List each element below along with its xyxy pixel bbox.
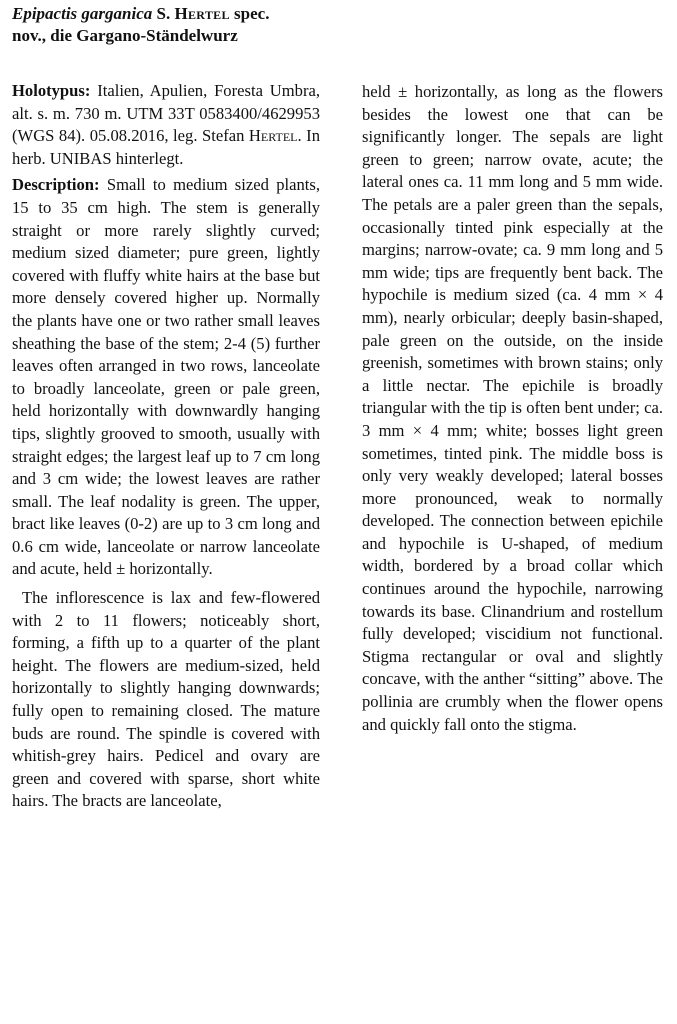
right-column bbox=[362, 81, 663, 736]
heading-line-2: nov., die Gargano-Ständelwurz bbox=[12, 26, 238, 45]
description-text: Small to medium sized plants, 15 to 35 cm high. The stem is generally straight or more rarely slightly curved; medium sized diameter; pure green, lightly covered with fluffy white hairs at the base but more densely covered higher up. Normally the plants have one or two rather small leaves sheathing the base of the stem; 2-4 (5) further leaves often arranged in two rows, lanceolate to broadly lanceolate, green or pale green, held horizontally with downwardly hanging tips, slightly grooved to smooth, usually with straight edges; the largest leaf up to 7 cm long and 3 cm wide; the lowest leaves are rather small. The leaf nodality is green. The upper, bract like leaves (0-2) are up to 3 cm long and 0.6 cm wide, lanceolate or narrow lanceolate and acute, held ± horizontally. bbox=[12, 175, 320, 579]
collector-name: Hertel bbox=[248, 126, 298, 146]
flower-description-paragraph: held ± horizontally, as long as the flowers besides the lowest one that can be significantly longer. The sepals are light green to green; narrow ovate, acute; the lateral ones ca. 11 mm long and 5 mm wide. The petals are a paler green than the sepals, occasionally tinted pink especially at the margins; narrow-ovate; ca. 9 mm long and 5 mm wide; tips are frequently bent back. The hypochile is medium sized (ca. 4 mm × 4 mm), nearly orbicular; deeply basin-shaped, pale green on the outside, on the inside greenish, sometimes with brown stains; only a little nectar. The epichile is broadly triangular with the tip is often bent under; ca. 3 mm × 4 mm; white; bosses light green sometimes, tinted pink. The middle boss is only very weakly developed; lateral bosses more pronounced, weak to normally developed. The connection between epichile and hypochile is U-shaped, of medium width, bordered by a broad collar which continues around the hypochile, narrowing towards its base. Clinandrium and rostellum fully developed; viscidium not functional. Stigma rectangular or oval and slightly concave, with the anther “sitting” above. The pollinia are crumbly when the flower opens and quickly fall onto the stigma. bbox=[362, 82, 663, 734]
inflorescence-paragraph: The inflorescence is lax and few-flowered with 2 to 11 flowers; noticeably short, forming, a fifth up to a quarter of the plant height. The flowers are medium-sized, held horizontally to slightly hanging downwards; fully open to remaining closed. The mature buds are round. The spindle is covered with whitish-grey hairs. Pedicel and ovary are green and covered with sparse, short white hairs. The bracts are lanceolate, bbox=[12, 588, 320, 811]
heading-line-1 bbox=[12, 3, 332, 25]
left-column bbox=[12, 80, 320, 813]
spec-label: spec. bbox=[234, 4, 270, 23]
author-initial: S. bbox=[156, 4, 171, 23]
holotypus-text-b: . In herb. UNIBAS hinterlegt. bbox=[12, 126, 320, 168]
description-lead: Description: bbox=[12, 175, 100, 195]
holotypus-lead: Holotypus: bbox=[12, 81, 91, 100]
species-name: Epipactis garganica bbox=[12, 4, 153, 23]
species-heading bbox=[12, 3, 332, 47]
holotypus-text-a: Italien, Apulien, Foresta Umbra, alt. s. m. 730 m. UTM 33T 0583400/4629953 (WGS 84). 05.08.2016, leg. Stefan bbox=[12, 81, 320, 146]
author-name: Hertel bbox=[174, 4, 230, 23]
holotypus-paragraph bbox=[12, 80, 320, 170]
description-paragraph bbox=[12, 174, 320, 581]
